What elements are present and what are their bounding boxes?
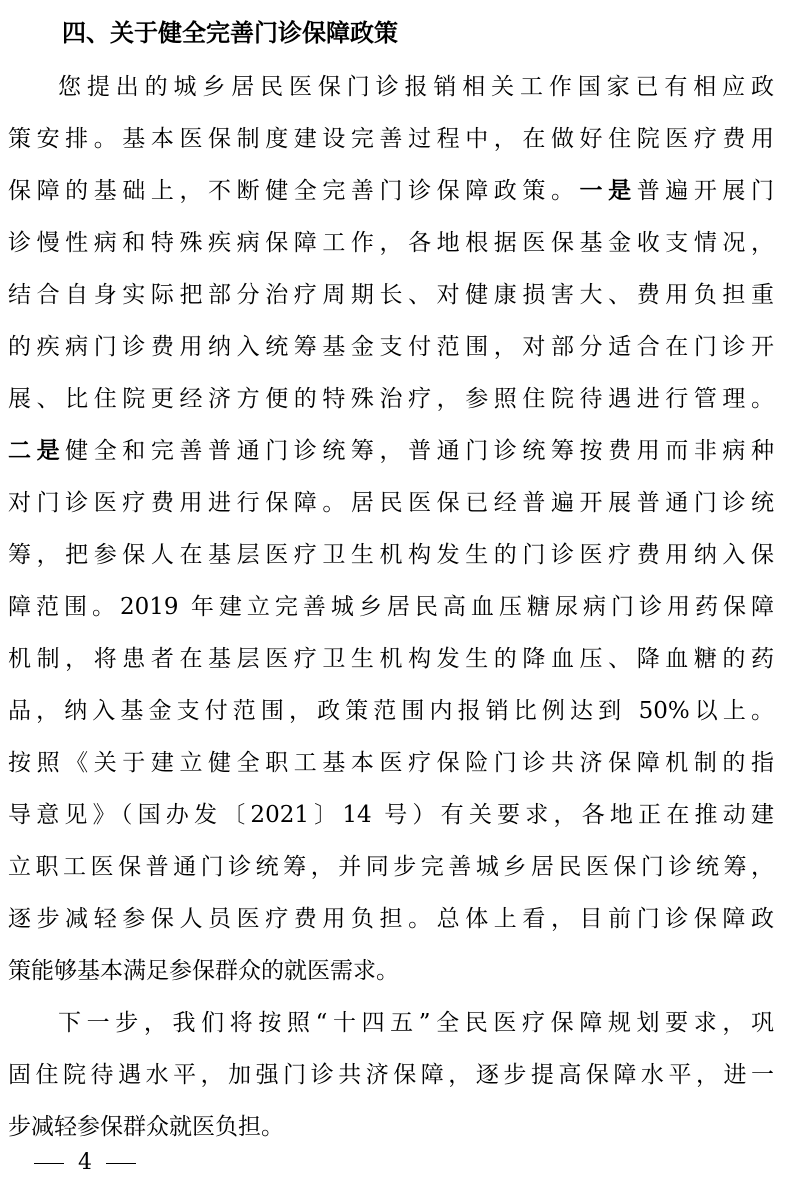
paragraph-line: 导意见》（国办发〔2021〕14 号）有关要求，各地正在推动建 bbox=[8, 802, 774, 828]
paragraph-line: 策能够基本满足参保群众的就医需求。 bbox=[8, 958, 399, 984]
page-footer bbox=[34, 1148, 136, 1178]
text-run: 健全和完善普通门诊统筹，普通门诊统筹按费用而非病种 bbox=[65, 438, 775, 464]
paragraph-line: 下一步，我们将按照“十四五”全民医疗保障规划要求，巩 bbox=[58, 1010, 774, 1036]
paragraph-line: 按照《关于建立健全职工基本医疗保险门诊共济保障机制的指 bbox=[8, 750, 774, 776]
footer-dash-left bbox=[34, 1163, 64, 1164]
paragraph-line: 机制，将患者在基层医疗卫生机构发生的降血压、降血糖的药 bbox=[8, 646, 774, 672]
emphasis-first: 一是 bbox=[579, 178, 637, 204]
paragraph-line: 障范围。2019 年建立完善城乡居民高血压糖尿病门诊用药保障 bbox=[8, 594, 774, 620]
paragraph-line: 品，纳入基金支付范围，政策范围内报销比例达到 50%以上。 bbox=[8, 698, 774, 724]
paragraph-line: 筹，把参保人在基层医疗卫生机构发生的门诊医疗费用纳入保 bbox=[8, 542, 774, 568]
paragraph-line: 策安排。基本医保制度建设完善过程中，在做好住院医疗费用 bbox=[8, 126, 774, 152]
paragraph-line: 逐步减轻参保人员医疗费用负担。总体上看，目前门诊保障政 bbox=[8, 906, 774, 932]
paragraph-line: 立职工医保普通门诊统筹，并同步完善城乡居民医保门诊统筹， bbox=[8, 854, 774, 880]
paragraph-line: 结合自身实际把部分治疗周期长、对健康损害大、费用负担重 bbox=[8, 282, 774, 308]
paragraph-line: 对门诊医疗费用进行保障。居民医保已经普遍开展普通门诊统 bbox=[8, 490, 774, 516]
text-run: 普遍开展门 bbox=[636, 178, 775, 204]
paragraph-line: 固住院待遇水平，加强门诊共济保障，逐步提高保障水平，进一 bbox=[8, 1062, 774, 1088]
emphasis-second: 二是 bbox=[8, 438, 66, 464]
page-number: 4 bbox=[78, 1150, 92, 1175]
footer-dash-right bbox=[106, 1163, 136, 1164]
paragraph-line bbox=[8, 174, 774, 208]
paragraph-line bbox=[8, 434, 774, 468]
section-heading: 四、关于健全完善门诊保障政策 bbox=[62, 19, 398, 47]
paragraph-line: 的疾病门诊费用纳入统筹基金支付范围，对部分适合在门诊开 bbox=[8, 334, 774, 360]
paragraph-line: 您提出的城乡居民医保门诊报销相关工作国家已有相应政 bbox=[58, 74, 774, 100]
paragraph-line: 诊慢性病和特殊疾病保障工作，各地根据医保基金收支情况， bbox=[8, 230, 774, 256]
paragraph-line: 展、比住院更经济方便的特殊治疗，参照住院待遇进行管理。 bbox=[8, 386, 774, 412]
paragraph-line: 步减轻参保群众就医负担。 bbox=[8, 1114, 284, 1140]
text-run: 保障的基础上，不断健全完善门诊保障政策。 bbox=[8, 178, 580, 204]
